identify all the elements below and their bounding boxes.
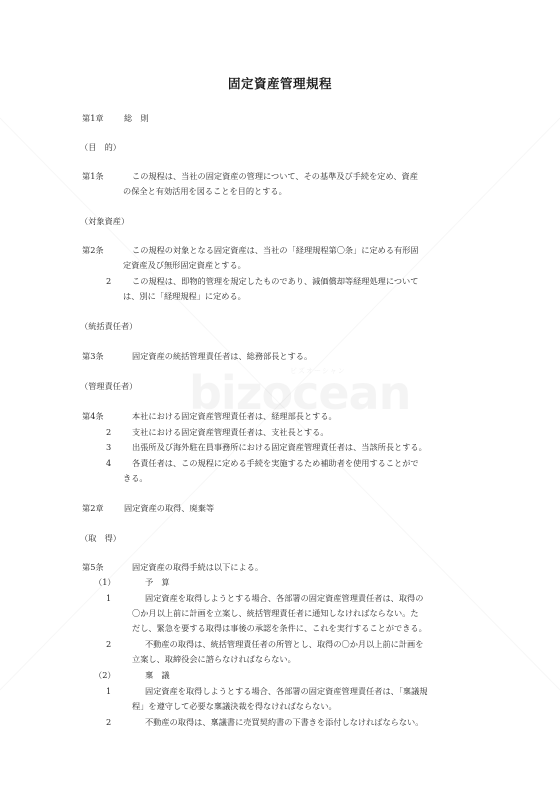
item-text: 程」を遵守して必要な稟議決裁を得なければならない。 [132, 701, 337, 711]
item-text: 立案し、取締役会に諮らなければならない。 [132, 654, 296, 664]
item-number: 1 [106, 686, 112, 696]
paragraph-text: 出張所及び海外駐在員事務所における固定資産管理責任者は、当該所長とする。 [132, 442, 427, 452]
paragraph-number: 4 [106, 458, 112, 468]
item-number: 2 [106, 717, 112, 727]
paragraph-text: は、別に「経理規程」に定める。 [123, 291, 246, 301]
paragraph-text: 各責任者は、この規程に定める手続を実施するため補助者を使用することがで [132, 458, 419, 468]
subsection-title: 予 算 [145, 577, 170, 587]
paragraph-number: 2 [106, 276, 112, 286]
caption-text: （管理責任者） [80, 381, 138, 391]
article-text: この規程の対象となる固定資産は、当社の「経理規程第〇条」に定める有形固 [132, 245, 419, 255]
article-text: の保全と有効活用を図ることを目的とする。 [123, 186, 287, 196]
chapter-title: 総 則 [124, 113, 149, 123]
item-text: 不動産の取得は、統括管理責任者の所管とし、取得の〇か月以上前に計画を [145, 639, 424, 649]
item-text: だし、緊急を要する取得は事後の承認を条件に、これを実行することができる。 [132, 623, 427, 633]
item-number: 1 [106, 593, 112, 603]
chapter-number: 第2章 [82, 503, 104, 513]
paragraph-number: 2 [106, 427, 112, 437]
article-number: 第3条 [82, 351, 104, 361]
article-text: 固定資産の統括管理責任者は、総務部長とする。 [132, 351, 313, 361]
item-text: 不動産の取得は、稟議書に売買契約書の下書きを添付しなければならない。 [145, 717, 424, 727]
caption-text: （対象資産） [80, 216, 130, 226]
item-text: 固定資産を取得しようとする場合、各部署の固定資産管理責任者は、取得の [145, 593, 424, 603]
article-number: 第4条 [82, 411, 104, 421]
article-text: この規程は、当社の固定資産の管理について、その基準及び手続を定め、資産 [132, 171, 418, 181]
article-text: 本社における固定資産管理責任者は、経理部長とする。 [132, 411, 337, 421]
chapter-title: 固定資産の取得、廃棄等 [124, 503, 215, 513]
item-text: 〇か月以上前に計画を立案し、統括管理責任者に通知しなければならない。た [132, 608, 419, 618]
subsection-title: 稟 議 [145, 670, 170, 680]
caption-text: （取 得） [80, 533, 121, 543]
caption-text: （目 的） [80, 142, 121, 152]
article-number: 第2条 [82, 245, 104, 255]
paragraph-text: 支社における固定資産管理責任者は、支社長とする。 [132, 427, 329, 437]
paragraph-text: この規程は、即物的管理を規定したものであり、減価償却等経理処理について [132, 276, 419, 286]
article-text: 固定資産の取得手続は以下による。 [132, 562, 264, 572]
item-text: 固定資産を取得しようとする場合、各部署の固定資産管理責任者は、「稟議規 [145, 686, 428, 696]
article-number: 第5条 [82, 562, 104, 572]
subsection-number: （1） [94, 577, 116, 587]
chapter-number: 第1章 [82, 113, 104, 123]
paragraph-text: きる。 [123, 473, 148, 483]
article-number: 第1条 [82, 171, 104, 181]
item-number: 2 [106, 639, 112, 649]
document-title: 固定資産管理規程 [227, 76, 332, 91]
subsection-number: （2） [94, 670, 116, 680]
watermark-sub: ビズオーシャン [290, 367, 346, 375]
caption-text: （統括責任者） [80, 321, 138, 331]
paragraph-number: 3 [106, 442, 112, 452]
article-text: 定資産及び無形固定資産とする。 [123, 260, 246, 270]
